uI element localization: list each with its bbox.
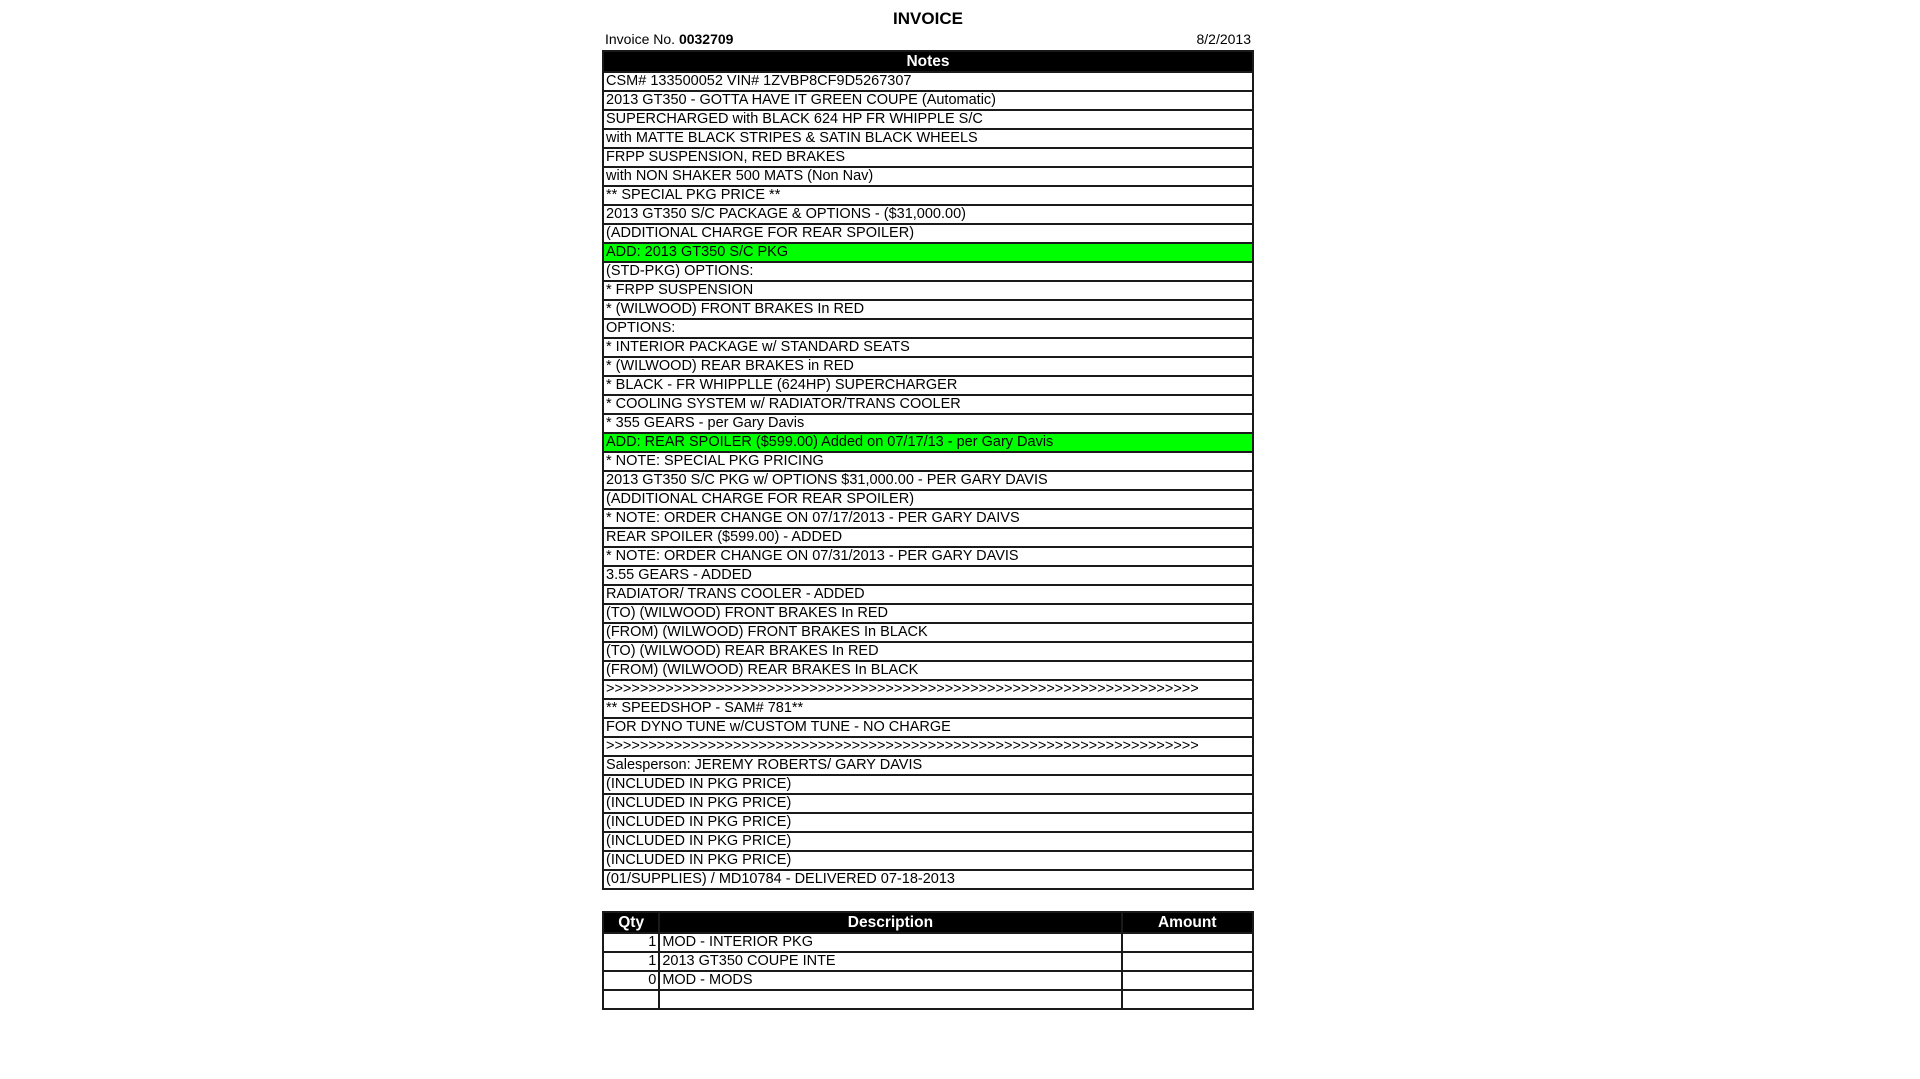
notes-header: Notes [603, 51, 1253, 72]
note-text: * (WILWOOD) FRONT BRAKES In RED [603, 300, 1253, 319]
note-text: FOR DYNO TUNE w/CUSTOM TUNE - NO CHARGE [603, 718, 1253, 737]
note-text: RADIATOR/ TRANS COOLER - ADDED [603, 585, 1253, 604]
note-text: ADD: REAR SPOILER ($599.00) Added on 07/17/13 - per Gary Davis [603, 433, 1253, 452]
note-row [603, 585, 1253, 604]
note-row [603, 642, 1253, 661]
note-text: >>>>>>>>>>>>>>>>>>>>>>>>>>>>>>>>>>>>>>>>>>>>>>>>>>>>>>>>>>>>>>>>>>>>>> [603, 680, 1253, 699]
note-row [603, 699, 1253, 718]
note-text: SUPERCHARGED with BLACK 624 HP FR WHIPPLE S/C [603, 110, 1253, 129]
notes-header-row [603, 51, 1253, 72]
note-text: ** SPECIAL PKG PRICE ** [603, 186, 1253, 205]
note-text: * (WILWOOD) REAR BRAKES in RED [603, 357, 1253, 376]
note-text: (INCLUDED IN PKG PRICE) [603, 813, 1253, 832]
note-row [603, 319, 1253, 338]
note-row [603, 509, 1253, 528]
note-row [603, 737, 1253, 756]
note-row [603, 490, 1253, 509]
item-amount [1122, 933, 1253, 952]
note-row [603, 452, 1253, 471]
note-text: * 355 GEARS - per Gary Davis [603, 414, 1253, 433]
note-text: (INCLUDED IN PKG PRICE) [603, 775, 1253, 794]
description-column-header: Description [659, 912, 1121, 933]
note-text: * NOTE: SPECIAL PKG PRICING [603, 452, 1253, 471]
invoice-number-label: Invoice No. [605, 31, 676, 47]
note-row [603, 262, 1253, 281]
note-row [603, 832, 1253, 851]
note-text: (STD-PKG) OPTIONS: [603, 262, 1253, 281]
item-qty [603, 990, 659, 1009]
note-row [603, 433, 1253, 452]
note-text: * FRPP SUSPENSION [603, 281, 1253, 300]
note-row [603, 300, 1253, 319]
item-amount [1122, 952, 1253, 971]
note-row [603, 129, 1253, 148]
note-row [603, 281, 1253, 300]
note-row [603, 243, 1253, 262]
note-row [603, 186, 1253, 205]
notes-body [603, 72, 1253, 889]
items-header-row [603, 912, 1253, 933]
note-row [603, 376, 1253, 395]
note-text: FRPP SUSPENSION, RED BRAKES [603, 148, 1253, 167]
note-text: REAR SPOILER ($599.00) - ADDED [603, 528, 1253, 547]
note-row [603, 205, 1253, 224]
note-text: * INTERIOR PACKAGE w/ STANDARD SEATS [603, 338, 1253, 357]
note-text: (ADDITIONAL CHARGE FOR REAR SPOILER) [603, 490, 1253, 509]
invoice-title: INVOICE [893, 9, 963, 28]
note-row [603, 794, 1253, 813]
invoice-date: 8/2/2013 [1196, 31, 1251, 47]
item-qty: 1 [603, 952, 659, 971]
item-row [603, 933, 1253, 952]
items-table [602, 911, 1254, 1010]
items-body [603, 933, 1253, 1009]
note-text: 2013 GT350 S/C PACKAGE & OPTIONS - ($31,000.00) [603, 205, 1253, 224]
note-row [603, 661, 1253, 680]
note-row [603, 167, 1253, 186]
note-text: 3.55 GEARS - ADDED [603, 566, 1253, 585]
note-text: 2013 GT350 S/C PKG w/ OPTIONS $31,000.00 - PER GARY DAVIS [603, 471, 1253, 490]
note-row [603, 72, 1253, 91]
note-row [603, 870, 1253, 889]
note-text: (FROM) (WILWOOD) FRONT BRAKES In BLACK [603, 623, 1253, 642]
note-text: * COOLING SYSTEM w/ RADIATOR/TRANS COOLER [603, 395, 1253, 414]
note-row [603, 395, 1253, 414]
note-row [603, 851, 1253, 870]
note-text: (INCLUDED IN PKG PRICE) [603, 794, 1253, 813]
note-row [603, 756, 1253, 775]
item-amount [1122, 990, 1253, 1009]
notes-table [602, 50, 1254, 890]
note-row [603, 547, 1253, 566]
note-row [603, 775, 1253, 794]
note-row [603, 414, 1253, 433]
note-row [603, 604, 1253, 623]
note-text: * NOTE: ORDER CHANGE ON 07/17/2013 - PER GARY DAIVS [603, 509, 1253, 528]
note-row [603, 357, 1253, 376]
note-text: * BLACK - FR WHIPPLLE (624HP) SUPERCHARGER [603, 376, 1253, 395]
item-amount [1122, 971, 1253, 990]
note-row [603, 224, 1253, 243]
note-text: (INCLUDED IN PKG PRICE) [603, 851, 1253, 870]
item-qty: 1 [603, 933, 659, 952]
item-description [659, 990, 1121, 1009]
item-description: MOD - INTERIOR PKG [659, 933, 1121, 952]
invoice-document [602, 0, 1254, 1010]
invoice-meta [602, 30, 1254, 49]
note-text: 2013 GT350 - GOTTA HAVE IT GREEN COUPE (Automatic) [603, 91, 1253, 110]
note-row [603, 813, 1253, 832]
note-row [603, 718, 1253, 737]
item-description: 2013 GT350 COUPE INTE [659, 952, 1121, 971]
qty-column-header: Qty [603, 912, 659, 933]
note-text: ADD: 2013 GT350 S/C PKG [603, 243, 1253, 262]
item-row [603, 990, 1253, 1009]
note-row [603, 110, 1253, 129]
amount-column-header: Amount [1122, 912, 1253, 933]
note-text: ** SPEEDSHOP - SAM# 781** [603, 699, 1253, 718]
note-row [603, 91, 1253, 110]
item-row [603, 952, 1253, 971]
note-text: (FROM) (WILWOOD) REAR BRAKES In BLACK [603, 661, 1253, 680]
note-row [603, 566, 1253, 585]
invoice-number-block [605, 30, 733, 49]
note-text: (01/SUPPLIES) / MD10784 - DELIVERED 07-18-2013 [603, 870, 1253, 889]
note-row [603, 623, 1253, 642]
note-text: >>>>>>>>>>>>>>>>>>>>>>>>>>>>>>>>>>>>>>>>>>>>>>>>>>>>>>>>>>>>>>>>>>>>>> [603, 737, 1253, 756]
item-qty: 0 [603, 971, 659, 990]
note-text: CSM# 133500052 VIN# 1ZVBP8CF9D5267307 [603, 72, 1253, 91]
note-row [603, 528, 1253, 547]
note-row [603, 338, 1253, 357]
note-text: (INCLUDED IN PKG PRICE) [603, 832, 1253, 851]
item-row [603, 971, 1253, 990]
note-text: (TO) (WILWOOD) REAR BRAKES In RED [603, 642, 1253, 661]
note-text: Salesperson: JEREMY ROBERTS/ GARY DAVIS [603, 756, 1253, 775]
item-description: MOD - MODS [659, 971, 1121, 990]
invoice-number: 0032709 [678, 31, 734, 47]
note-row [603, 680, 1253, 699]
note-text: with NON SHAKER 500 MATS (Non Nav) [603, 167, 1253, 186]
note-text: OPTIONS: [603, 319, 1253, 338]
note-text: * NOTE: ORDER CHANGE ON 07/31/2013 - PER GARY DAVIS [603, 547, 1253, 566]
note-text: (ADDITIONAL CHARGE FOR REAR SPOILER) [603, 224, 1253, 243]
note-text: (TO) (WILWOOD) FRONT BRAKES In RED [603, 604, 1253, 623]
note-row [603, 471, 1253, 490]
note-row [603, 148, 1253, 167]
note-text: with MATTE BLACK STRIPES & SATIN BLACK WHEELS [603, 129, 1253, 148]
